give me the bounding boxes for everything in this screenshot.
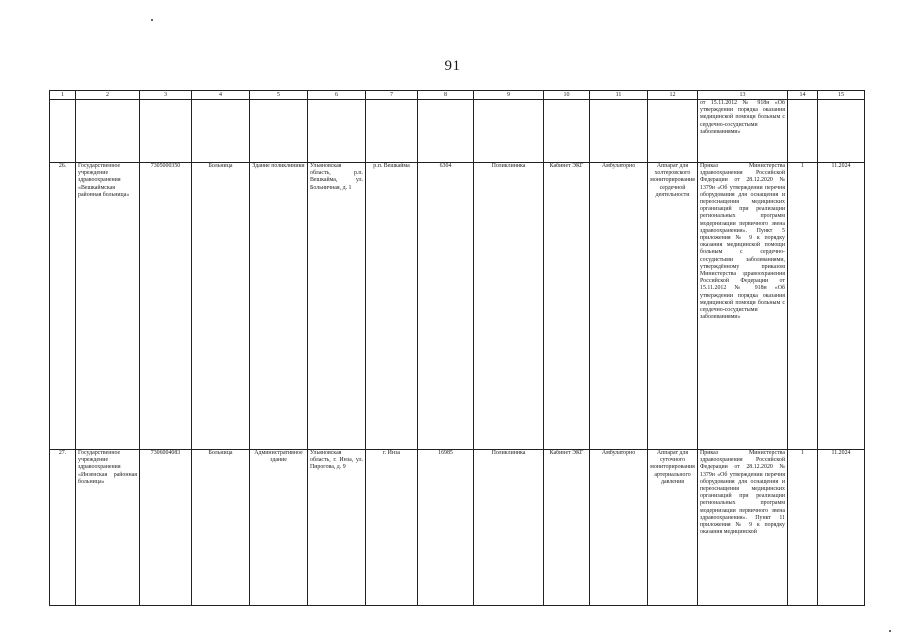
department: Поликлиника bbox=[474, 163, 544, 450]
institution-code: 7306004083 bbox=[140, 450, 192, 606]
table-row bbox=[50, 163, 865, 450]
continuation-row bbox=[50, 100, 865, 163]
col-header: 9 bbox=[474, 91, 544, 100]
equipment-registry-table bbox=[49, 90, 865, 606]
quantity: 1 bbox=[788, 450, 818, 606]
device-name: Аппарат для холтеровского мониторирования сердечной деятельности bbox=[648, 163, 698, 450]
room: Кабинет ЭКГ bbox=[544, 163, 590, 450]
device-name: Аппарат для суточного мониторирования артериального давления bbox=[648, 450, 698, 606]
scan-speck bbox=[151, 19, 153, 21]
scan-speck bbox=[889, 630, 891, 632]
row-number: 27. bbox=[50, 450, 76, 606]
institution-name: Государственное учреждение здравоохранения «Инзенская районная больница» bbox=[76, 450, 140, 606]
building-name: Административное здание bbox=[250, 450, 308, 606]
col-header: 14 bbox=[788, 91, 818, 100]
row-number: 26. bbox=[50, 163, 76, 450]
population: 16985 bbox=[418, 450, 474, 606]
page-number: 91 bbox=[444, 58, 461, 74]
legal-basis: Приказ Министерства здравоохранения Российской Федерации от 28.12.2020 № 1379н «Об утверждении перечня оборудования для оснащения и переоснащения медицинских организаций при реализации региональных программ модернизации первичного звена здравоохранения». Пункт 5 приложения № 9 к порядку оказания медицинской помощи больным с сердечно-сосудистыми заболеваниями, утверждённому приказом Министерства здравоохранения Российской Федерации от 15.11.2012 № 918н «Об утверждении порядка оказания медицинской помощи больным с сердечно-сосудистыми заболеваниями» bbox=[698, 163, 788, 450]
column-number-header bbox=[50, 91, 865, 100]
institution-type: Больница bbox=[192, 163, 250, 450]
care-type: Амбулаторно bbox=[590, 450, 648, 606]
locality: р.п. Вешкайма bbox=[366, 163, 418, 450]
col-header: 10 bbox=[544, 91, 590, 100]
institution-type: Больница bbox=[192, 450, 250, 606]
care-type: Амбулаторно bbox=[590, 163, 648, 450]
building-name: Здание поликлиники bbox=[250, 163, 308, 450]
institution-name: Государственное учреждение здравоохранения «Вешкаймская районная больница» bbox=[76, 163, 140, 450]
col-header: 6 bbox=[308, 91, 366, 100]
col-header: 11 bbox=[590, 91, 648, 100]
col-header: 1 bbox=[50, 91, 76, 100]
col-header: 4 bbox=[192, 91, 250, 100]
col-header: 15 bbox=[818, 91, 865, 100]
population: 6304 bbox=[418, 163, 474, 450]
locality: г. Инза bbox=[366, 450, 418, 606]
address: Ульяновская область, р.п. Вешкайма, ул. Больничная, д. 1 bbox=[308, 163, 366, 450]
col-header: 5 bbox=[250, 91, 308, 100]
legal-basis: Приказ Министерства здравоохранения Российской Федерации от 28.12.2020 № 1379н «Об утверждении перечня оборудования для оснащения и переоснащения медицинских организаций при реализации региональных программ модернизации первичного звена здравоохранения». Пункт 11 приложения № 9 к порядку оказания медицинской bbox=[698, 450, 788, 606]
col-header: 8 bbox=[418, 91, 474, 100]
department: Поликлиника bbox=[474, 450, 544, 606]
legal-basis-continued: от 15.11.2012 № 918н «Об утверждении порядка оказания медицинской помощи больным с сердечно-сосудистыми заболеваниями» bbox=[698, 100, 788, 163]
delivery-date: 11.2024 bbox=[818, 450, 865, 606]
col-header: 7 bbox=[366, 91, 418, 100]
room: Кабинет ЭКГ bbox=[544, 450, 590, 606]
delivery-date: 11.2024 bbox=[818, 163, 865, 450]
col-header: 3 bbox=[140, 91, 192, 100]
table-row bbox=[50, 450, 865, 606]
quantity: 1 bbox=[788, 163, 818, 450]
col-header: 13 bbox=[698, 91, 788, 100]
institution-code: 7305000350 bbox=[140, 163, 192, 450]
col-header: 2 bbox=[76, 91, 140, 100]
col-header: 12 bbox=[648, 91, 698, 100]
address: Ульяновская область, г. Инза, ул. Пирогова, д. 9 bbox=[308, 450, 366, 606]
